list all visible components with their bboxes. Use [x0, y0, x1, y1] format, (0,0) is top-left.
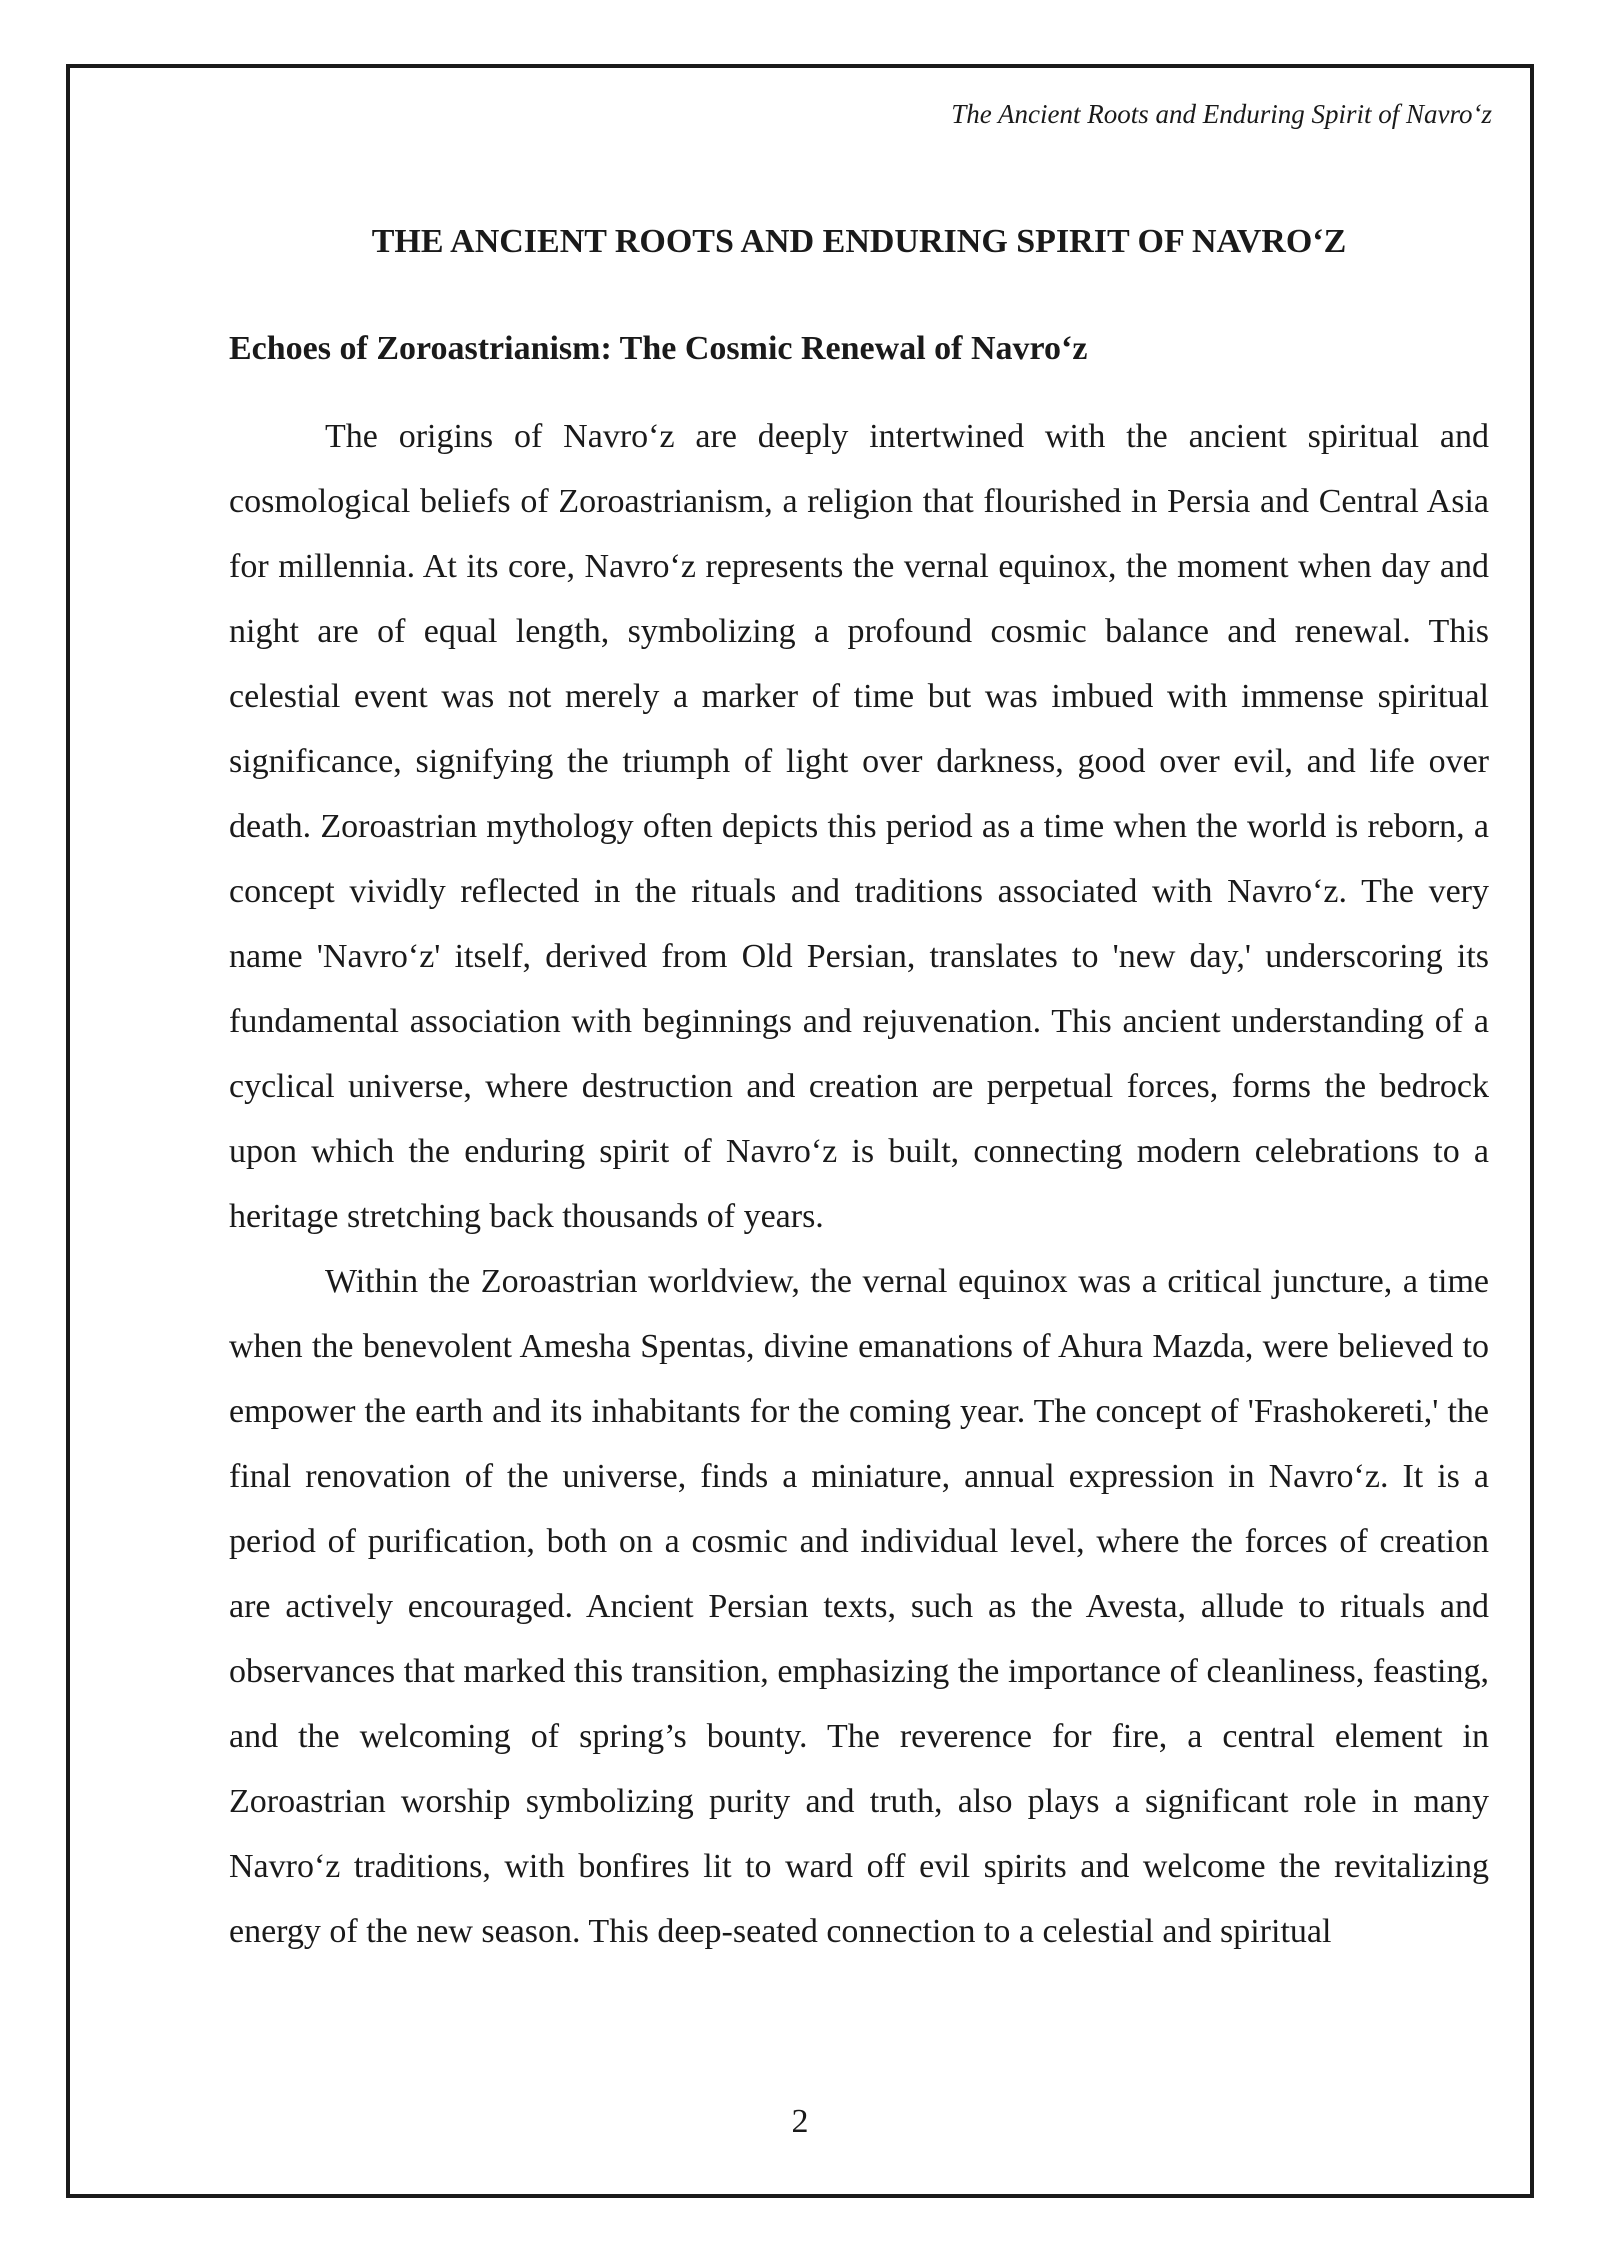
document-title: THE ANCIENT ROOTS AND ENDURING SPIRIT OF NAVRO‘Z — [371, 223, 1347, 260]
section-heading: Echoes of Zoroastrianism: The Cosmic Renewal of Navro‘z — [229, 330, 1088, 367]
page-number: 2 — [791, 2103, 809, 2140]
body-text — [229, 404, 1489, 1964]
paragraph: The origins of Navro‘z are deeply intertwined with the ancient spiritual and cosmological beliefs of Zoroastrianism, a religion that flourished in Persia and Central Asia for millennia. At its core, Navro‘z represents the vernal equinox, the moment when day and night are of equal length, symbolizing a profound cosmic balance and renewal. This celestial event was not merely a marker of time but was imbued with immense spiritual significance, signifying the triumph of light over darkness, good over evil, and life over death. Zoroastrian mythology often depicts this period as a time when the world is reborn, a concept vividly reflected in the rituals and traditions associated with Navro‘z. The very name 'Navro‘z' itself, derived from Old Persian, translates to 'new day,' underscoring its fundamental association with beginnings and rejuvenation. This ancient understanding of a cyclical universe, where destruction and creation are perpetual forces, forms the bedrock upon which the enduring spirit of Navro‘z is built, connecting modern celebrations to a heritage stretching back thousands of years. — [229, 418, 1489, 1235]
running-header: The Ancient Roots and Enduring Spirit of Navro‘z — [951, 99, 1492, 129]
paragraph: Within the Zoroastrian worldview, the vernal equinox was a critical juncture, a time when the benevolent Amesha Spentas, divine emanations of Ahura Mazda, were believed to empower the earth and its inhabitants for the coming year. The concept of 'Frashokereti,' the final renovation of the universe, finds a miniature, annual expression in Navro‘z. It is a period of purification, both on a cosmic and individual level, where the forces of creation are actively encouraged. Ancient Persian texts, such as the Avesta, allude to rituals and observances that marked this transition, emphasizing the importance of cleanliness, feasting, and the welcoming of spring’s bounty. The reverence for fire, a central element in Zoroastrian worship symbolizing purity and truth, also plays a significant role in many Navro‘z traditions, with bonfires lit to ward off evil spirits and welcome the revitalizing energy of the new season. This deep-seated connection to a celestial and spiritual — [229, 1263, 1489, 1950]
